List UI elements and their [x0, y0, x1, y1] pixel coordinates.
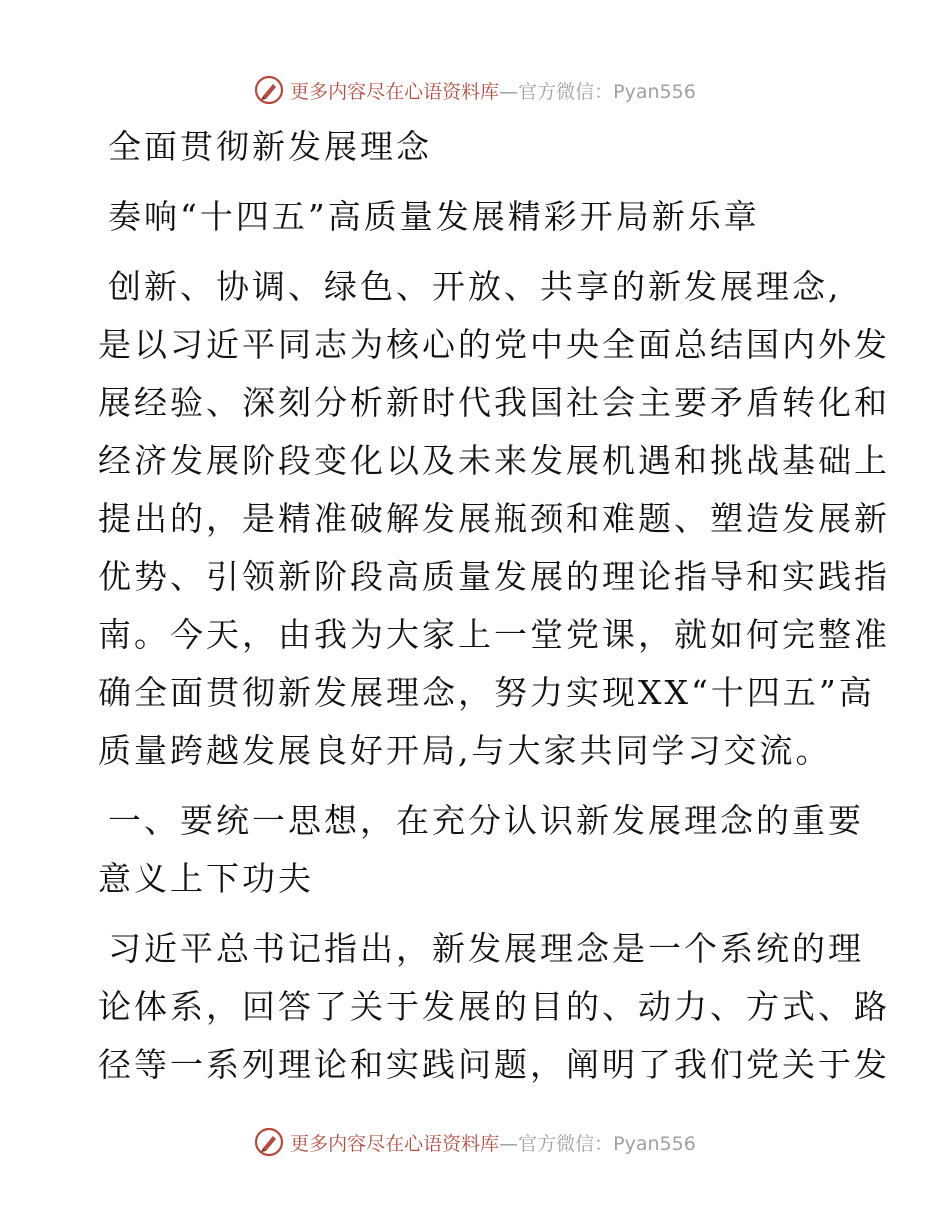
banner-wechat: 官方微信：Pyan556: [518, 1132, 696, 1155]
footer-watermark-banner: [0, 1122, 950, 1162]
paragraph-line: 提出的，是精准破解发展瓶颈和难题、塑造发展新: [98, 499, 890, 538]
section-heading-line: 意义上下功夫: [98, 859, 314, 898]
banner-slogan: 更多内容尽在心语资料库: [290, 1132, 500, 1155]
paragraph-line: 是以习近平同志为核心的党中央全面总结国内外发: [98, 325, 890, 364]
header-watermark-banner: [0, 70, 950, 110]
paragraph-line: 经济发展阶段变化以及未来发展机遇和挑战基础上: [98, 441, 890, 480]
paragraph-line: 创新、协调、绿色、开放、共享的新发展理念,: [108, 267, 842, 306]
paragraph-line: 展经验、深刻分析新时代我国社会主要矛盾转化和: [98, 383, 890, 422]
document-body: [98, 118, 890, 1094]
footer-banner-text: [290, 1129, 696, 1156]
paragraph-line: 径等一系列理论和实践问题，阐明了我们党关于发: [98, 1045, 890, 1084]
banner-separator: —: [499, 1132, 519, 1155]
banner-wechat: 官方微信：Pyan556: [518, 80, 696, 103]
paragraph-line: 习近平总书记指出，新发展理念是一个系统的理: [108, 929, 864, 968]
banner-slogan: 更多内容尽在心语资料库: [290, 80, 500, 103]
pen-logo-icon: [254, 1127, 284, 1157]
paragraph-line: 确全面贯彻新发展理念，努力实现XX“十四五”高: [98, 673, 875, 712]
pen-logo-icon: [254, 75, 284, 105]
document-subtitle: 奏响“十四五”高质量发展精彩开局新乐章: [108, 197, 760, 236]
document-title: 全面贯彻新发展理念: [108, 127, 432, 166]
paragraph-line: 质量跨越发展良好开局,与大家共同学习交流。: [98, 731, 832, 770]
paragraph-line: 南。今天，由我为大家上一堂党课，就如何完整准: [98, 615, 890, 654]
paragraph-line: 论体系，回答了关于发展的目的、动力、方式、路: [98, 987, 890, 1026]
paragraph-line: 优势、引领新阶段高质量发展的理论指导和实践指: [98, 557, 890, 596]
header-banner-text: [290, 77, 696, 104]
banner-separator: —: [499, 80, 519, 103]
section-heading-line: 一、要统一思想，在充分认识新发展理念的重要: [108, 801, 864, 840]
